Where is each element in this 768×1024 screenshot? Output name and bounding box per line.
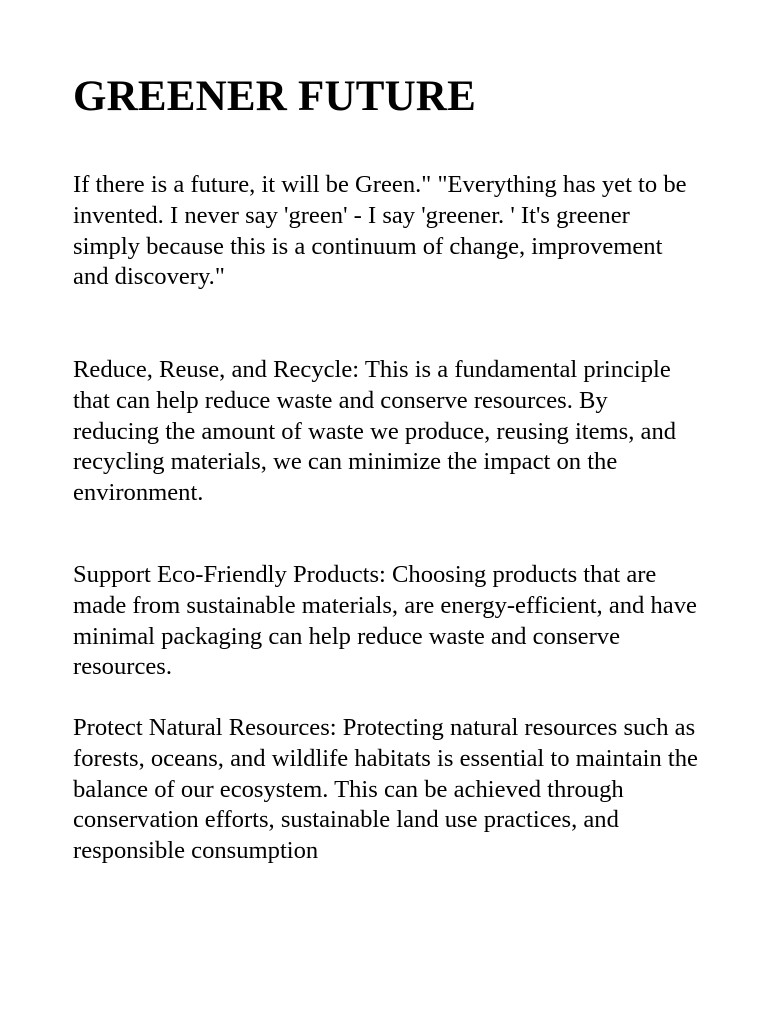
reduce-reuse-recycle-paragraph: Reduce, Reuse, and Recycle: This is a fundamental principle that can help reduce waste and conserve resources. By reducing the amount of waste we produce, reusing items, and recycling materials, we can minimize the impact on the environment. [73, 356, 677, 507]
page-title: GREENER FUTURE [73, 73, 476, 120]
intro-quote-paragraph: If there is a future, it will be Green." "Everything has yet to be invented. I never say 'green' - I say 'greener. ' It's greener simply because this is a continuum of change, improvement and discovery." [73, 171, 687, 291]
protect-natural-resources-paragraph: Protect Natural Resources: Protecting natural resources such as forests, oceans, and wildlife habitats is essential to maintain the balance of our ecosystem. This can be achieved through conservation efforts, sustainable land use practices, and responsible consumption [73, 714, 698, 865]
eco-friendly-products-paragraph: Support Eco-Friendly Products: Choosing products that are made from sustainable materials, are energy-efficient, and have minimal packaging can help reduce waste and conserve resources. [73, 561, 697, 681]
